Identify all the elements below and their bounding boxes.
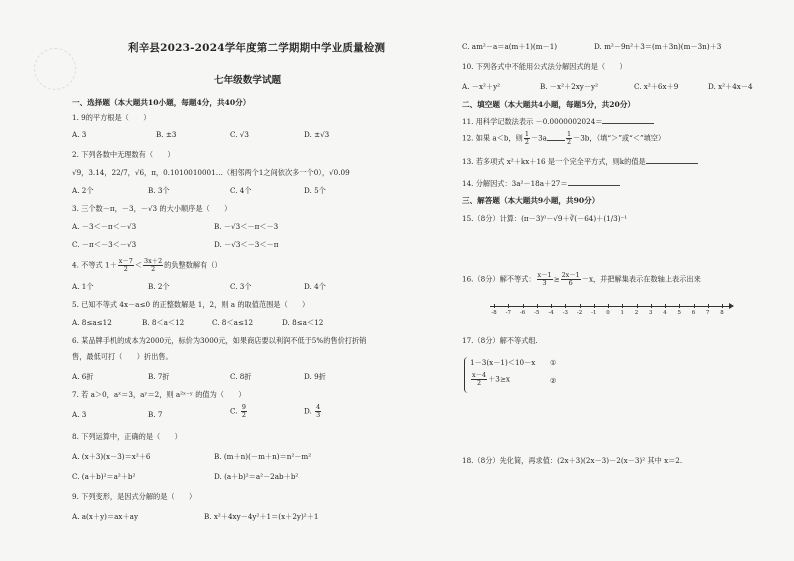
q6-stem-line1: 6. 某品牌手机的成本为2000元，标价为3000元，如果商店要以利润不低于5%的售价打折销 xyxy=(72,336,367,345)
q4-stem: 4. 不等式 1＋ $\frac{x-7}{2}$ ＜ $\frac{3x+2}{2}$ 的负整数解有（） xyxy=(72,257,222,273)
q8-option-a: A. (x＋3)(x－3)＝x²＋6 xyxy=(72,452,151,461)
q1-option-b: B. ±3 xyxy=(156,130,177,139)
number-line-tick xyxy=(679,304,680,308)
q14-text: 14. 分解因式：3a²－18a＋27＝ xyxy=(462,178,620,188)
q5-option-c: C. 8＜a≤12 xyxy=(212,318,254,327)
number-line-tick xyxy=(722,304,723,308)
q1-stem: 1. 9的平方根是（ ） xyxy=(72,113,151,122)
number-line-tick xyxy=(622,304,623,308)
q8-option-d: D. (a＋b)²＝a²－2ab＋b² xyxy=(214,472,299,481)
q8-stem: 8. 下列运算中，正确的是（ ） xyxy=(72,432,182,441)
q5-option-a: A. 8≤a≤12 xyxy=(72,318,112,327)
q7-option-d: D. $\frac{4}{3}$ xyxy=(304,403,321,419)
number-line-tick xyxy=(665,304,666,308)
number-line-tick xyxy=(594,304,595,308)
section-3-heading: 三、解答题（本大题共9小题，共90分） xyxy=(462,196,600,205)
q15-text: 15.（8分）计算：(π－3)⁰－√9＋∛(－64)＋(1/3)⁻¹ xyxy=(462,214,628,223)
faint-watermark xyxy=(34,48,76,90)
q16-text: 16.（8分）解不等式： $\frac{x-1}{3}$ ≥ $\frac{2x-1}{6}$ －x，并把解集表示在数轴上表示出来 xyxy=(462,271,701,287)
q17-inequality-1: 1－3(x－1)＜10－x xyxy=(470,358,536,367)
q17-text: 17.（8分）解不等式组. xyxy=(462,336,538,345)
q11-text: 11. 用科学记数法表示 －0.0000002024＝ xyxy=(462,116,654,126)
number-line-arrow xyxy=(729,303,734,309)
q2-stem: 2. 下列各数中无理数有（ ） xyxy=(72,150,175,159)
number-line-tick xyxy=(508,304,509,308)
q7-option-b: B. 7 xyxy=(148,410,163,419)
q1-option-d: D. ±√3 xyxy=(304,130,330,139)
number-line-tick xyxy=(708,304,709,308)
q17-system-brace xyxy=(464,357,469,393)
q11-answer-blank[interactable] xyxy=(602,116,654,124)
q4-fraction-2: $\frac{3x+2}{2}$ xyxy=(144,257,163,273)
exam-subtitle: 七年级数学试题 xyxy=(214,75,282,86)
q10-option-b: B. －x²＋2xy－y² xyxy=(540,82,598,91)
q9-option-a: A. a(x＋y)＝ax＋ay xyxy=(72,512,139,521)
q9-option-b: B. x²＋4xy－4y²＋1＝(x＋2y)²＋1 xyxy=(204,512,319,521)
q8-option-c: C. (a＋b)²＝a²＋b² xyxy=(72,472,136,481)
number-line-label: 7 xyxy=(706,310,710,316)
number-line-tick xyxy=(580,304,581,308)
exam-title: 利辛县2023-2024学年度第二学期期中学业质量检测 xyxy=(128,42,386,54)
number-line-tick xyxy=(551,304,552,308)
q4-option-a: A. 1个 xyxy=(72,282,94,291)
q7-option-c: C. $\frac{9}{2}$ xyxy=(230,403,246,419)
number-line-tick xyxy=(494,304,495,308)
number-line-label: 1 xyxy=(620,310,624,316)
q17-mark-1: ① xyxy=(550,358,557,367)
q10-option-d: D. x²＋4x－4 xyxy=(708,82,753,91)
q18-text: 18.（8分）先化简，再求值：(2x＋3)(2x－3)－2(x－3)² 其中 x＝2. xyxy=(462,456,683,465)
number-line-tick xyxy=(523,304,524,308)
q13-text: 13. 若多项式 x²＋kx＋16 是一个完全平方式，则k的值是 xyxy=(462,156,698,166)
q14-answer-blank[interactable] xyxy=(568,178,620,186)
q3-option-b: B. －√3＜－π＜－3 xyxy=(214,222,279,231)
q9-option-c: C. am²－a＝a(m＋1)(m－1) xyxy=(462,42,558,51)
q6-option-c: C. 8折 xyxy=(230,372,252,381)
q10-option-c: C. x²＋6x＋9 xyxy=(634,82,679,91)
q17-inequality-2: $\frac{x-4}{2}$ ＋3≥x xyxy=(472,371,510,387)
number-line-label: -5 xyxy=(534,310,540,316)
number-line-tick xyxy=(651,304,652,308)
q6-option-a: A. 6折 xyxy=(72,372,94,381)
q6-option-d: D. 9折 xyxy=(304,372,326,381)
q9-option-d: D. m²－9n²＋3＝(m＋3n)(m－3n)＋3 xyxy=(594,42,722,51)
q2-numbers: √9，3.14，22/7，√6，π，0.1010010001…（相邻两个1之间依次多一个0），√0.09 xyxy=(72,168,350,177)
section-1-heading: 一、选择题（本大题共10小题，每题4分，共40分） xyxy=(72,98,251,107)
number-line-label: -2 xyxy=(576,310,583,316)
number-line-label: 3 xyxy=(649,310,653,316)
q4-option-c: C. 3个 xyxy=(230,282,252,291)
q2-option-c: C. 4个 xyxy=(230,186,252,195)
number-line-tick xyxy=(537,304,538,308)
q2-option-b: B. 3个 xyxy=(148,186,170,195)
q4-option-d: D. 4个 xyxy=(304,282,326,291)
q7-stem: 7. 若 a＞0，aˣ＝3，aʸ＝2，则 a²ˣ⁻ʸ 的值为（ ） xyxy=(72,390,246,399)
number-line-label: -8 xyxy=(491,310,497,316)
q7-option-a: A. 3 xyxy=(72,410,87,419)
number-line-tick xyxy=(608,304,609,308)
q12-answer-blank[interactable] xyxy=(547,133,565,141)
q12-text: 12. 如果 a＜b，则 $\frac{1}{2}$ －3a $\frac{1}{2}$ －3b，（填“＞”或“＜”填空） xyxy=(462,130,666,146)
q2-option-d: D. 5个 xyxy=(304,186,326,195)
q2-option-a: A. 2个 xyxy=(72,186,94,195)
q16-number-line xyxy=(490,306,730,316)
q3-option-c: C. －π＜－3＜－√3 xyxy=(72,240,137,249)
q5-option-b: B. 8＜a＜12 xyxy=(142,318,185,327)
q10-stem: 10. 下列各式中不能用公式法分解因式的是（ ） xyxy=(462,62,627,71)
q10-option-a: A. －x²＋y² xyxy=(462,82,501,91)
number-line-label: 4 xyxy=(663,310,667,316)
q1-option-a: A. 3 xyxy=(72,130,87,139)
number-line-label: 2 xyxy=(634,310,639,316)
q13-answer-blank[interactable] xyxy=(646,156,698,164)
q3-stem: 3. 三个数－π，－3，－√3 的大小顺序是（ ） xyxy=(72,204,232,213)
number-line-label: -1 xyxy=(591,310,597,316)
q8-option-b: B. (m＋n)(－m＋n)＝n²－m² xyxy=(214,452,312,461)
q9-stem: 9. 下列变形，是因式分解的是（ ） xyxy=(72,492,197,501)
number-line-label: -4 xyxy=(548,310,554,316)
number-line-tick xyxy=(565,304,566,308)
q3-option-d: D. －√3＜－3＜－π xyxy=(214,240,279,249)
q4-option-b: B. 2个 xyxy=(148,282,170,291)
q5-stem: 5. 已知不等式 4x－a≤0 的正整数解是 1，2，则 a 的取值范围是（ ） xyxy=(72,300,310,309)
q4-fraction-1: $\frac{x-7}{2}$ xyxy=(118,257,133,273)
number-line-label: -6 xyxy=(519,310,526,316)
number-line-tick xyxy=(694,304,695,308)
section-2-heading: 二、填空题（本大题共4小题，每题5分，共20分） xyxy=(462,100,636,109)
q6-stem-line2: 售，最低可打（ ）折出售。 xyxy=(72,352,173,361)
q17-mark-2: ② xyxy=(550,376,557,385)
q1-option-c: C. √3 xyxy=(230,130,249,139)
q3-option-a: A. －3＜－π＜－√3 xyxy=(72,222,137,231)
number-line-label: 5 xyxy=(677,310,681,316)
number-line-label: 6 xyxy=(691,310,696,316)
number-line-label: 8 xyxy=(720,310,724,316)
q6-option-b: B. 7折 xyxy=(148,372,170,381)
number-line-tick xyxy=(637,304,638,308)
number-line-label: 0 xyxy=(606,310,610,316)
number-line-label: -7 xyxy=(505,310,511,316)
q5-option-d: D. 8≤a＜12 xyxy=(282,318,324,327)
number-line-label: -3 xyxy=(562,310,568,316)
